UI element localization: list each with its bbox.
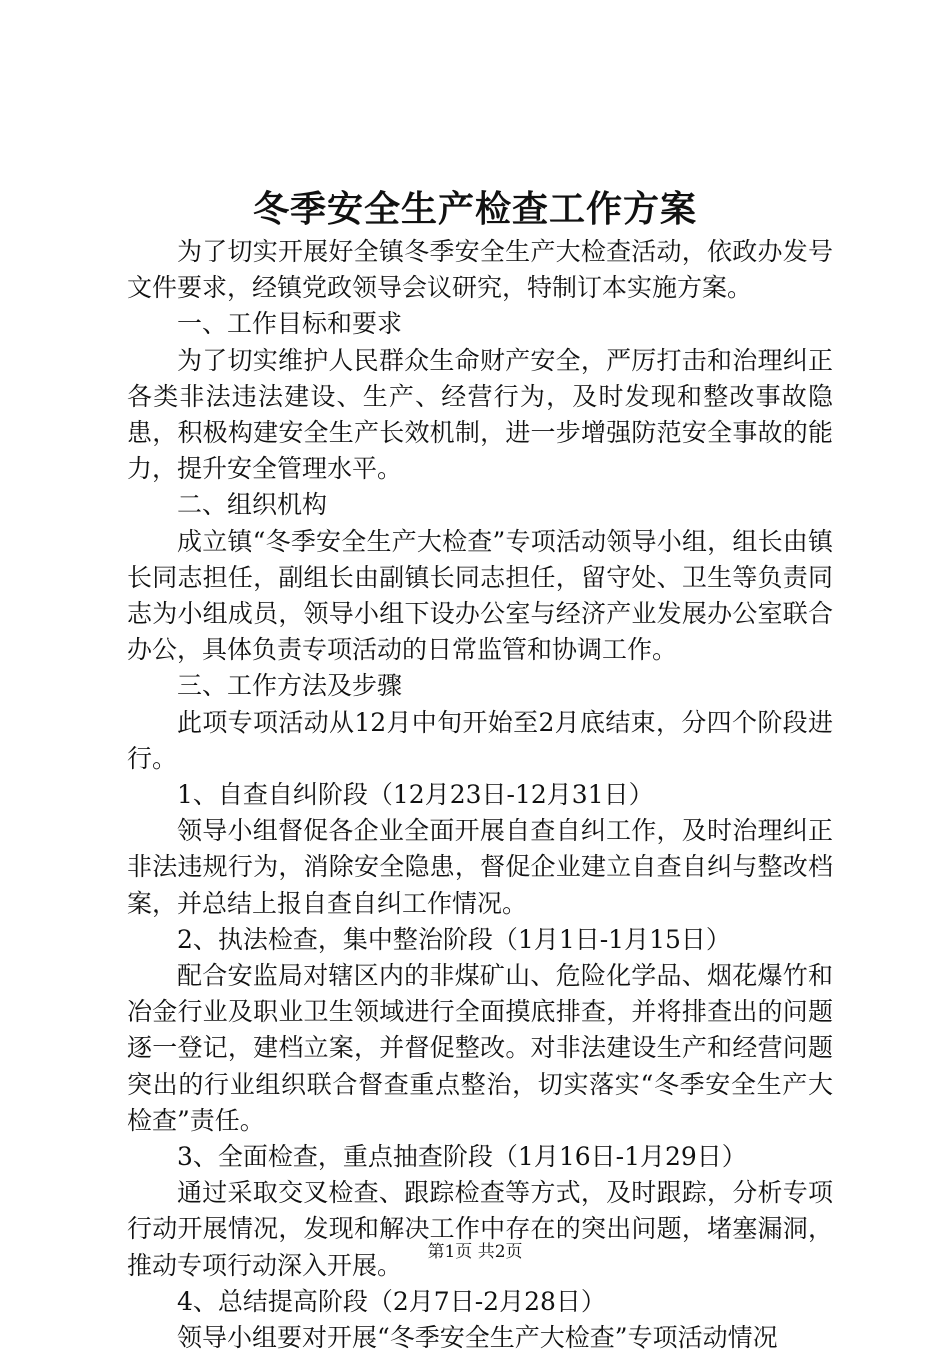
- stage-2-paragraph: 配合安监局对辖区内的非煤矿山、危险化学品、烟花爆竹和冶金行业及职业卫生领域进行全面摸底排查，并将排查出的问题逐一登记，建档立案，并督促整改。对非法建设生产和经营问题突出的行业组织联合督查重点整治，切实落实“冬季安全生产大检查”责任。: [127, 961, 833, 1135]
- page-footer: 第1页 共2页: [427, 1242, 523, 1262]
- document-body: [127, 234, 833, 1356]
- stage-4-heading: 4、总结提高阶段（2月7日-2月28日）: [177, 1286, 606, 1316]
- section-heading-methods: 三、工作方法及步骤: [177, 671, 403, 701]
- document-title: 冬季安全生产检查工作方案: [252, 188, 697, 230]
- stage-3-paragraph: 通过采取交叉检查、跟踪检查等方式，及时跟踪，分析专项行动开展情况，发现和解决工作中存在的突出问题，堵塞漏洞，推动专项行动深入开展。: [127, 1178, 833, 1280]
- section-heading-organization: 二、组织机构: [177, 490, 328, 520]
- methods-paragraph: 此项专项活动从12月中旬开始至2月底结束，分四个阶段进行。: [127, 707, 833, 773]
- stage-3-heading: 3、全面检查，重点抽查阶段（1月16日-1月29日）: [177, 1142, 747, 1172]
- stage-4-paragraph: 领导小组要对开展“冬季安全生产大检查”专项活动情况: [177, 1323, 778, 1353]
- goals-paragraph: 为了切实维护人民群众生命财产安全，严厉打击和治理纠正各类非法违法建设、生产、经营行为，及时发现和整改事故隐患，积极构建安全生产长效机制，进一步增强防范安全事故的能力，提升安全管理水平。: [127, 345, 833, 484]
- stage-2-heading: 2、执法检查，集中整治阶段（1月1日-1月15日）: [177, 924, 731, 954]
- stage-1-heading: 1、自查自纠阶段（12月23日-12月31日）: [177, 780, 654, 810]
- section-heading-goals: 一、工作目标和要求: [177, 309, 403, 339]
- stage-1-paragraph: 领导小组督促各企业全面开展自查自纠工作，及时治理纠正非法违规行为，消除安全隐患，督促企业建立自查自纠与整改档案，并总结上报自查自纠工作情况。: [127, 816, 833, 918]
- intro-paragraph: 为了切实开展好全镇冬季安全生产大检查活动，依政办发号文件要求，经镇党政领导会议研究，特制订本实施方案。: [127, 237, 833, 303]
- organization-paragraph: 成立镇“冬季安全生产大检查”专项活动领导小组，组长由镇长同志担任，副组长由副镇长同志担任，留守处、卫生等负责同志为小组成员，领导小组下设办公室与经济产业发展办公室联合办公，具体负责专项活动的日常监管和协调工作。: [127, 526, 833, 665]
